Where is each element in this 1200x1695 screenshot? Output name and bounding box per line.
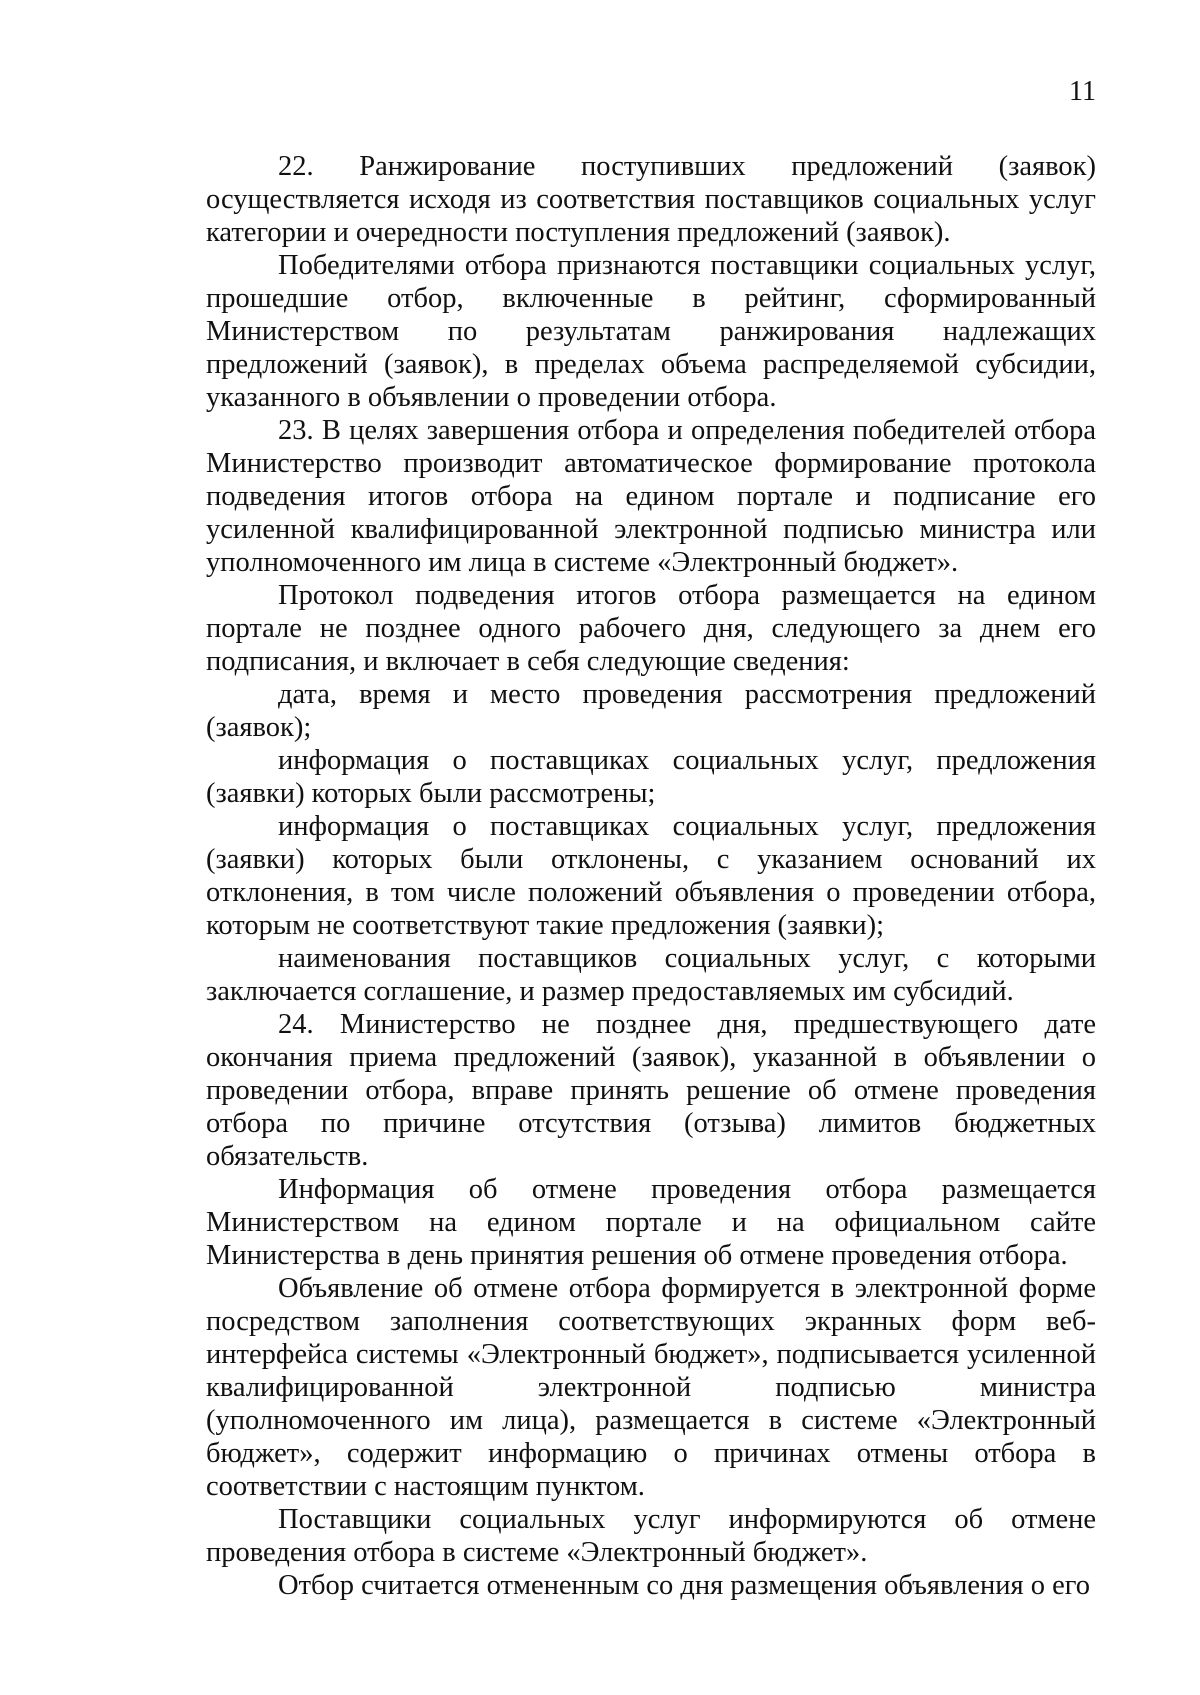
document-body: [206, 150, 1096, 1602]
paragraph-23-completion: 23. В целях завершения отбора и определения победителей отбора Министерство производит автоматическое формирование протокола подведения итогов отбора на едином портале и подписание его усиленной квалифицированной электронной подписью министра или уполномоченного им лица в системе «Электронный бюджет».: [206, 415, 1096, 578]
paragraph-winners: Победителями отбора признаются поставщики социальных услуг, прошедшие отбор, включенные в рейтинг, сформированный Министерством по результатам ранжирования надлежащих предложений (заявок), в пределах объема распределяемой субсидии, указанного в объявлении о проведении отбора.: [206, 250, 1096, 413]
paragraph-cancellation-notice: Объявление об отмене отбора формируется в электронной форме посредством заполнения соответствующих экранных форм веб-интерфейса системы «Электронный бюджет», подписывается усиленной квалифицированной электронной подписью министра (уполномоченного им лица), размещается в системе «Электронный бюджет», содержит информацию о причинах отмены отбора в соответствии с настоящим пунктом.: [206, 1273, 1096, 1502]
list-item-reviewed-suppliers: информация о поставщиках социальных услуг, предложения (заявки) которых были рассмотрены;: [206, 745, 1096, 809]
paragraph-protocol: Протокол подведения итогов отбора размещается на едином портале не позднее одного рабочего дня, следующего за днем его подписания, и включает в себя следующие сведения:: [206, 580, 1096, 677]
paragraph-22-ranking: 22. Ранжирование поступивших предложений (заявок) осуществляется исходя из соответствия поставщиков социальных услуг категории и очередности поступления предложений (заявок).: [206, 151, 1096, 248]
paragraph-cancellation-info: Информация об отмене проведения отбора размещается Министерством на едином портале и на официальном сайте Министерства в день принятия решения об отмене проведения отбора.: [206, 1174, 1096, 1271]
list-item-date-time-place: дата, время и место проведения рассмотрения предложений (заявок);: [206, 679, 1096, 743]
paragraph-24-cancellation: 24. Министерство не позднее дня, предшествующего дате окончания приема предложений (заявок), указанной в объявлении о проведении отбора, вправе принять решение об отмене проведения отбора по причине отсутствия (отзыва) лимитов бюджетных обязательств.: [206, 1009, 1096, 1172]
list-item-agreement-suppliers: наименования поставщиков социальных услуг, с которыми заключается соглашение, и размер предоставляемых им субсидий.: [206, 943, 1096, 1007]
paragraph-suppliers-informed: Поставщики социальных услуг информируются об отмене проведения отбора в системе «Электронный бюджет».: [206, 1504, 1096, 1568]
page-number: 11: [1069, 76, 1096, 107]
list-item-rejected-suppliers: информация о поставщиках социальных услуг, предложения (заявки) которых были отклонены, с указанием оснований их отклонения, в том числе положений объявления о проведении отбора, которым не соответствуют такие предложения (заявки);: [206, 811, 1096, 941]
paragraph-cancelled-from: Отбор считается отмененным со дня размещения объявления о его: [278, 1570, 1090, 1601]
